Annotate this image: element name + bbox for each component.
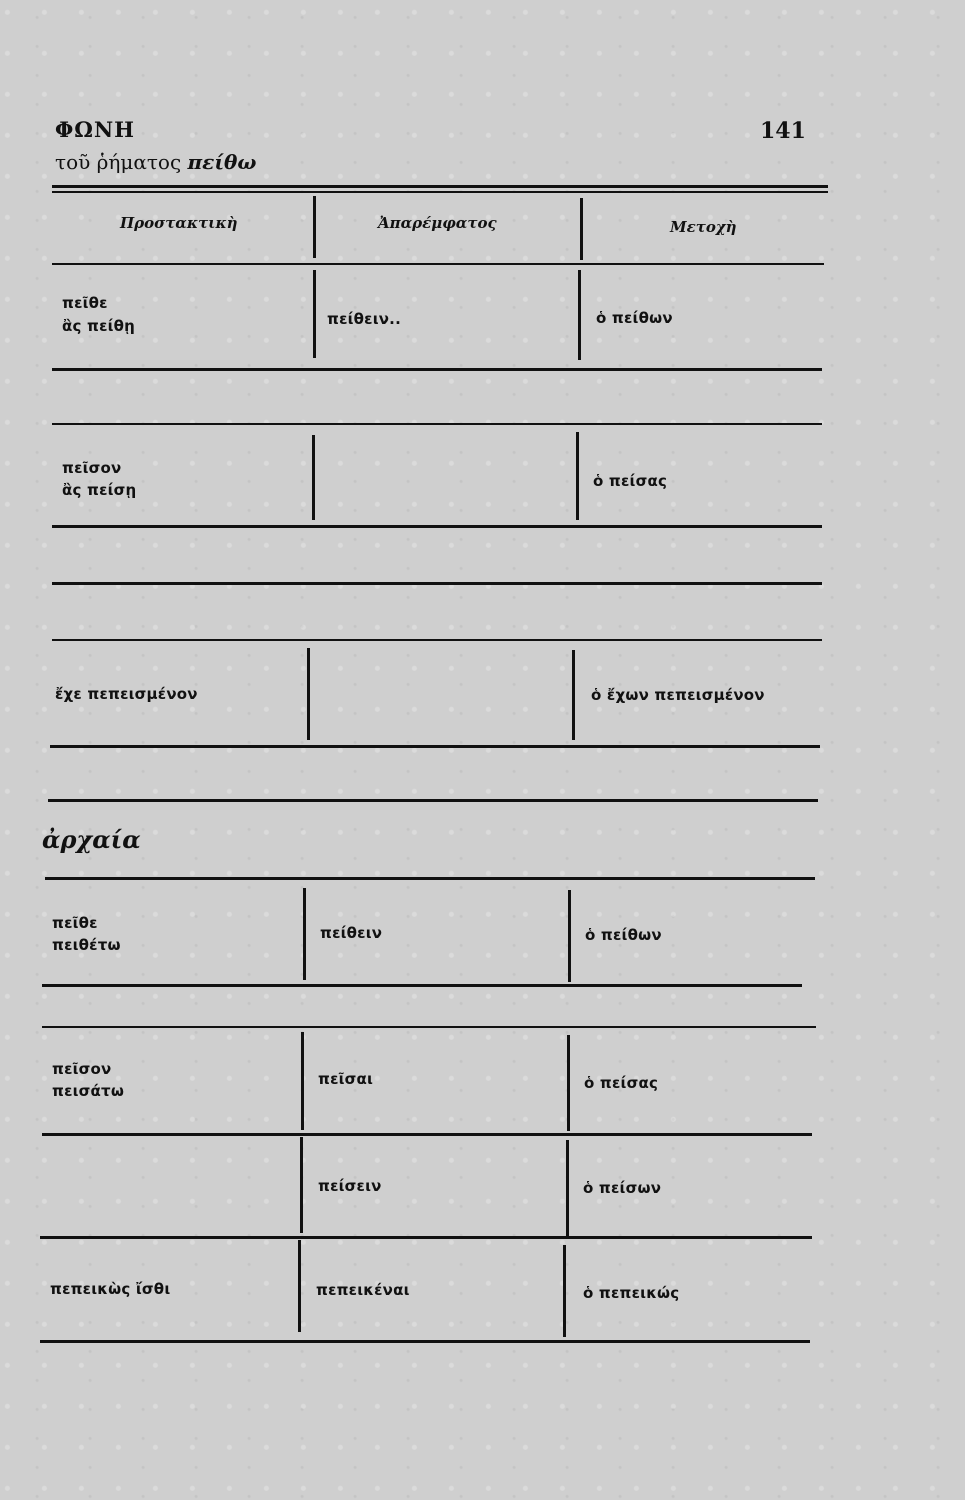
infinitive-form: πείθειν.. xyxy=(327,310,401,328)
imperative-form: πεῖθε xyxy=(52,914,98,932)
imperative-form: ἂς πείθῃ xyxy=(62,317,136,335)
column-divider xyxy=(568,890,571,982)
imperative-form: ἔχε πεπεισμένον xyxy=(55,685,198,703)
infinitive-form: πείθειν xyxy=(320,924,383,942)
column-divider xyxy=(313,270,316,358)
participle-form: ὁ πείθων xyxy=(596,309,673,327)
header-divider xyxy=(313,196,316,258)
row-rule xyxy=(52,582,822,585)
column-header-imperative: Προστακτικὴ xyxy=(120,214,238,232)
row-rule xyxy=(52,639,822,641)
column-divider xyxy=(572,650,575,740)
column-divider xyxy=(563,1245,566,1337)
infinitive-form: πείσειν xyxy=(318,1177,382,1195)
row-rule xyxy=(52,368,822,371)
row-rule xyxy=(42,1026,816,1028)
imperative-form: ἂς πείσῃ xyxy=(62,481,137,499)
participle-form: ὁ πείθων xyxy=(585,926,662,944)
imperative-form: πεῖσον xyxy=(62,459,122,477)
imperative-form: πεπεικὼς ἴσθι xyxy=(50,1280,171,1298)
row-rule xyxy=(42,984,802,987)
page-title: ΦΩΝΗ xyxy=(55,117,136,142)
participle-form: ὁ πείσας xyxy=(584,1074,659,1092)
row-rule xyxy=(52,423,822,425)
infinitive-form: πεπεικέναι xyxy=(316,1281,410,1299)
participle-form: ὁ πείσων xyxy=(583,1179,662,1197)
participle-form: ὁ πεπεικώς xyxy=(583,1284,680,1302)
column-divider xyxy=(298,1240,301,1332)
section-heading-ancient: ἀρχαία xyxy=(42,825,141,854)
page-subtitle xyxy=(55,150,256,174)
infinitive-form: πεῖσαι xyxy=(318,1070,374,1088)
column-header-participle: Μετοχὴ xyxy=(670,218,737,236)
column-divider xyxy=(303,888,306,980)
participle-form: ὁ πείσας xyxy=(593,472,668,490)
row-rule xyxy=(48,799,818,802)
column-divider xyxy=(301,1032,304,1130)
row-rule xyxy=(45,877,815,880)
subtitle-verb: πείθω xyxy=(187,150,257,174)
header-divider xyxy=(580,198,583,260)
column-divider xyxy=(300,1137,303,1233)
column-divider xyxy=(307,648,310,740)
header-rule-top xyxy=(52,185,828,188)
row-rule xyxy=(40,1236,812,1239)
column-divider xyxy=(312,435,315,520)
subtitle-prefix: τοῦ ῥήματος xyxy=(55,150,182,174)
row-rule xyxy=(50,745,820,748)
imperative-form: πεῖσον xyxy=(52,1060,112,1078)
page-number: 141 xyxy=(760,118,806,144)
column-divider xyxy=(576,432,579,520)
participle-form: ὁ ἔχων πεπεισμένον xyxy=(591,686,765,704)
column-divider xyxy=(566,1140,569,1236)
header-rule-bottom xyxy=(52,191,828,193)
imperative-form: πεῖθε xyxy=(62,294,108,312)
row-rule xyxy=(40,1340,810,1343)
imperative-form: πεισάτω xyxy=(52,1082,125,1100)
column-divider xyxy=(567,1035,570,1131)
header-rule-under xyxy=(52,263,824,265)
row-rule xyxy=(42,1133,812,1136)
column-divider xyxy=(578,270,581,360)
row-rule xyxy=(52,525,822,528)
column-header-infinitive: Ἀπαρέμφατος xyxy=(378,214,497,232)
imperative-form: πειθέτω xyxy=(52,936,121,954)
